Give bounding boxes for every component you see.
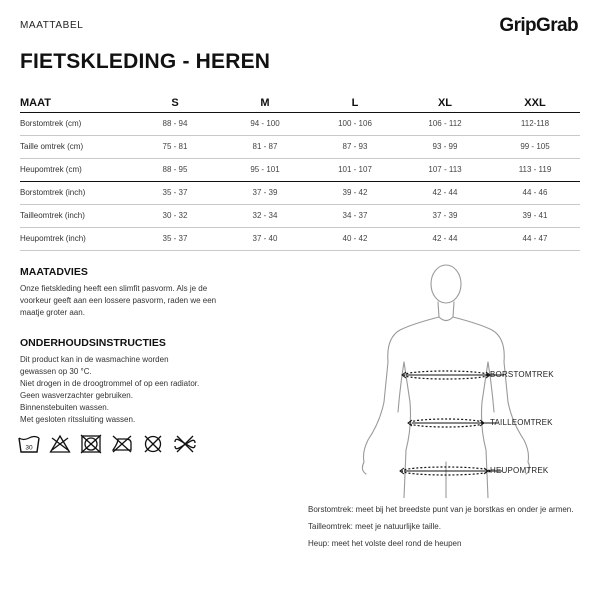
hip-label: HEUPOMTREK (490, 466, 549, 475)
page-title: FIETSKLEDING - HEREN (20, 50, 271, 73)
table-cell: 95 - 101 (220, 158, 310, 181)
table-cell: 37 - 39 (400, 204, 490, 227)
care-line: Met gesloten ritssluiting wassen. (20, 415, 136, 424)
table-cell: 30 - 32 (130, 204, 220, 227)
row-label: Taille omtrek (cm) (20, 135, 130, 158)
table-cell: 44 - 47 (490, 227, 580, 250)
size-advice-line: maatje groter aan. (20, 308, 85, 317)
table-cell: 113 - 119 (490, 158, 580, 181)
table-row (20, 158, 580, 181)
care-line: Dit product kan in de wasmachine worden (20, 355, 169, 364)
table-cell: 35 - 37 (130, 181, 220, 204)
table-cell: 94 - 100 (220, 112, 310, 135)
table-row (20, 135, 580, 158)
measurement-notes (308, 504, 578, 555)
table-row (20, 204, 580, 227)
no-iron-icon (111, 434, 133, 454)
table-cell: 39 - 42 (310, 181, 400, 204)
no-dry-clean-icon (142, 434, 164, 454)
table-cell: 88 - 94 (130, 112, 220, 135)
no-bleach-icon (49, 434, 71, 454)
row-label: Heupomtrek (cm) (20, 158, 130, 181)
row-label: Tailleomtrek (inch) (20, 204, 130, 227)
care-line: Geen wasverzachter gebruiken. (20, 391, 133, 400)
size-header-row (20, 94, 580, 112)
table-cell: 75 - 81 (130, 135, 220, 158)
note-hip: Heup: meet het volste deel rond de heupen (308, 539, 462, 548)
table-cell: 106 - 112 (400, 112, 490, 135)
table-cell: 35 - 37 (130, 227, 220, 250)
size-header: S (171, 96, 179, 109)
table-cell: 40 - 42 (310, 227, 400, 250)
brand-logo: GripGrab (499, 15, 578, 36)
row-label: Borstomtrek (inch) (20, 181, 130, 204)
chest-measure-line (402, 371, 504, 379)
table-cell: 101 - 107 (310, 158, 400, 181)
chest-label: BORSTOMTREK (490, 370, 554, 379)
table-row (20, 112, 580, 135)
size-advice-heading: MAATADVIES (20, 266, 88, 278)
no-tumble-dry-icon (80, 434, 102, 454)
table-cell: 37 - 39 (220, 181, 310, 204)
page-eyebrow: MAATTABEL (20, 20, 84, 31)
size-table (20, 94, 580, 251)
table-cell: 107 - 113 (400, 158, 490, 181)
table-cell: 112-118 (490, 112, 580, 135)
table-cell: 100 - 106 (310, 112, 400, 135)
care-line: Niet drogen in de droogtrommel of op een radiator. (20, 379, 200, 388)
table-cell: 32 - 34 (220, 204, 310, 227)
size-label-header: MAAT (20, 96, 51, 109)
size-header: XL (437, 96, 453, 109)
table-cell: 39 - 41 (490, 204, 580, 227)
care-icons (18, 434, 197, 454)
table-cell: 88 - 95 (130, 158, 220, 181)
table-cell: 93 - 99 (400, 135, 490, 158)
care-line: Binnenstebuiten wassen. (20, 403, 109, 412)
care-heading: ONDERHOUDSINSTRUCTIES (20, 337, 166, 349)
table-cell: 99 - 105 (490, 135, 580, 158)
table-cell: 37 - 40 (220, 227, 310, 250)
note-waist: Tailleomtrek: meet je natuurlijke taille. (308, 522, 441, 531)
table-row (20, 227, 580, 250)
table-cell: 81 - 87 (220, 135, 310, 158)
size-header: M (260, 96, 270, 109)
row-label: Heupomtrek (inch) (20, 227, 130, 250)
waist-measure-line (408, 419, 498, 427)
table-cell: 42 - 44 (400, 227, 490, 250)
table-cell: 44 - 46 (490, 181, 580, 204)
wash-temp-label: 30 (25, 444, 33, 452)
table-cell: 87 - 93 (310, 135, 400, 158)
no-wring-icon (173, 434, 197, 454)
care-text (20, 354, 199, 426)
wash-30-icon (18, 434, 40, 454)
size-advice-line: Onze fietskleding heeft een slimfit pasvorm. Als je de (20, 284, 208, 293)
table-row (20, 181, 580, 204)
table-cell: 42 - 44 (400, 181, 490, 204)
size-advice-line: voorkeur geeft aan een lossere pasvorm, raden we een (20, 296, 217, 305)
waist-label: TAILLEOMTREK (490, 418, 553, 427)
size-advice-text (20, 283, 216, 319)
size-header: XXL (524, 96, 546, 109)
body-outline-icon (300, 262, 590, 498)
body-figure (300, 262, 590, 498)
size-header: L (351, 96, 359, 109)
row-label: Borstomtrek (cm) (20, 112, 130, 135)
table-cell: 34 - 37 (310, 204, 400, 227)
note-chest: Borstomtrek: meet bij het breedste punt van je borstkas en onder je armen. (308, 505, 574, 514)
care-line: gewassen op 30 °C. (20, 367, 92, 376)
